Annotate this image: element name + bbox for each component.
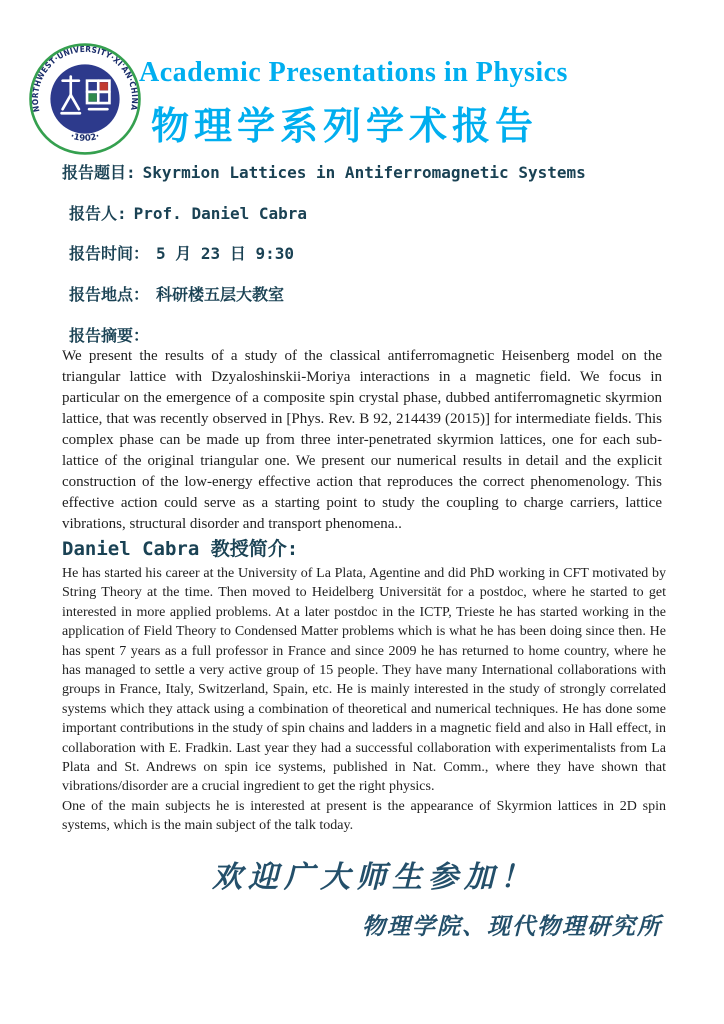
detail-label: 报告摘要： — [69, 325, 150, 345]
bio-heading: Daniel Cabra 教授简介: — [62, 538, 299, 560]
detail-value: Skyrmion Lattices in Antiferromagnetic Systems — [142, 163, 586, 182]
bio-section — [62, 564, 666, 836]
seminar-details — [62, 160, 682, 363]
detail-value: 5 月 23 日 9:30 — [156, 244, 294, 264]
organizer-calligraphy-text: 物理学院、现代物理研究所 — [362, 913, 662, 940]
bio-paragraph-2: One of the main subjects he is interested at present is the appearance of Skyrmion lattices in 2D spin systems, which is the main subject of the talk today. — [62, 798, 666, 834]
detail-label: 报告时间： — [69, 244, 150, 264]
northwest-university-seal-icon — [28, 42, 142, 156]
detail-label: 报告题目: — [62, 163, 136, 182]
detail-label: 报告地点： — [69, 285, 150, 305]
seal-ring-text: NORTHWEST·UNIVERSITY·XI'AN·CHINA — [29, 43, 141, 114]
detail-value: Prof. Daniel Cabra — [133, 203, 308, 223]
bio-paragraph-1: He has started his career at the University of La Plata, Agentine and did PhD working in CFT motivated by String Theory at the time. Then moved to Heidelberg Universität for a postdoc, where he started to get interested in more applied problems. At a later postdoc in the ICTP, Trieste he has started working in the application of Field Theory to Condensed Matter problems which is what he has been doing since then. He has spent 7 years as a full professor in France and since 2009 he has returned to home country, where he has managed to settle a very active group of 15 people. They have many International collaborations with groups in France, Italy, Switzerland, Spain, etc. He is mainly interested in the study of strongly correlated systems which they attack using a combination of theoretical and numerical techniques. He has done some important contributions in the study of spin chains and ladders in a magnetic field and also in Hall effect, in collaboration with E. Fradkin. Last year they had a successful collaboration with experimentalists from La Plata and St. Andrews on spin ice systems, published in Nat. Comm., where they have shown that vibrations/disorder are a crucial ingredient to get the right physics. — [62, 566, 666, 795]
page-title-chinese: 物理学系列学术报告 — [151, 106, 539, 148]
page-title-english: Academic Presentations in Physics — [139, 57, 568, 88]
welcome-calligraphy-text: 欢迎广大师生参加！ — [212, 860, 536, 895]
detail-row-time — [62, 241, 682, 282]
detail-row-speaker — [62, 201, 682, 242]
detail-label: 报告人: — [69, 203, 127, 223]
abstract-text: We present the results of a study of the classical antiferromagnetic Heisenberg model on the triangular lattice with Dzyaloshinskii-Moriya interactions in a magnetic field. We focus in particular on the emergence of a composite spin crystal phase, dubbed antiferromagnetic skyrmion lattice, that was recently observed in [Phys. Rev. B 92, 214439 (2015)] for intermediate fields. This complex phase can be made up from three inter-penetrated skyrmion lattices, one for each sub-lattice of the original triangular one. We present our numerical results in detail and the explicit construction of the low-energy effective action that reproduces the correct phenomenology. This effective action could serve as a starting point to study the coupling to charge carriers, lattice vibrations, structural disorder and transport phenomena.. — [62, 348, 662, 532]
detail-value: 科研楼五层大教室 — [156, 285, 285, 305]
detail-row-topic — [62, 160, 682, 201]
detail-row-location — [62, 282, 682, 323]
seal-year-text: ·1902· — [68, 131, 102, 144]
